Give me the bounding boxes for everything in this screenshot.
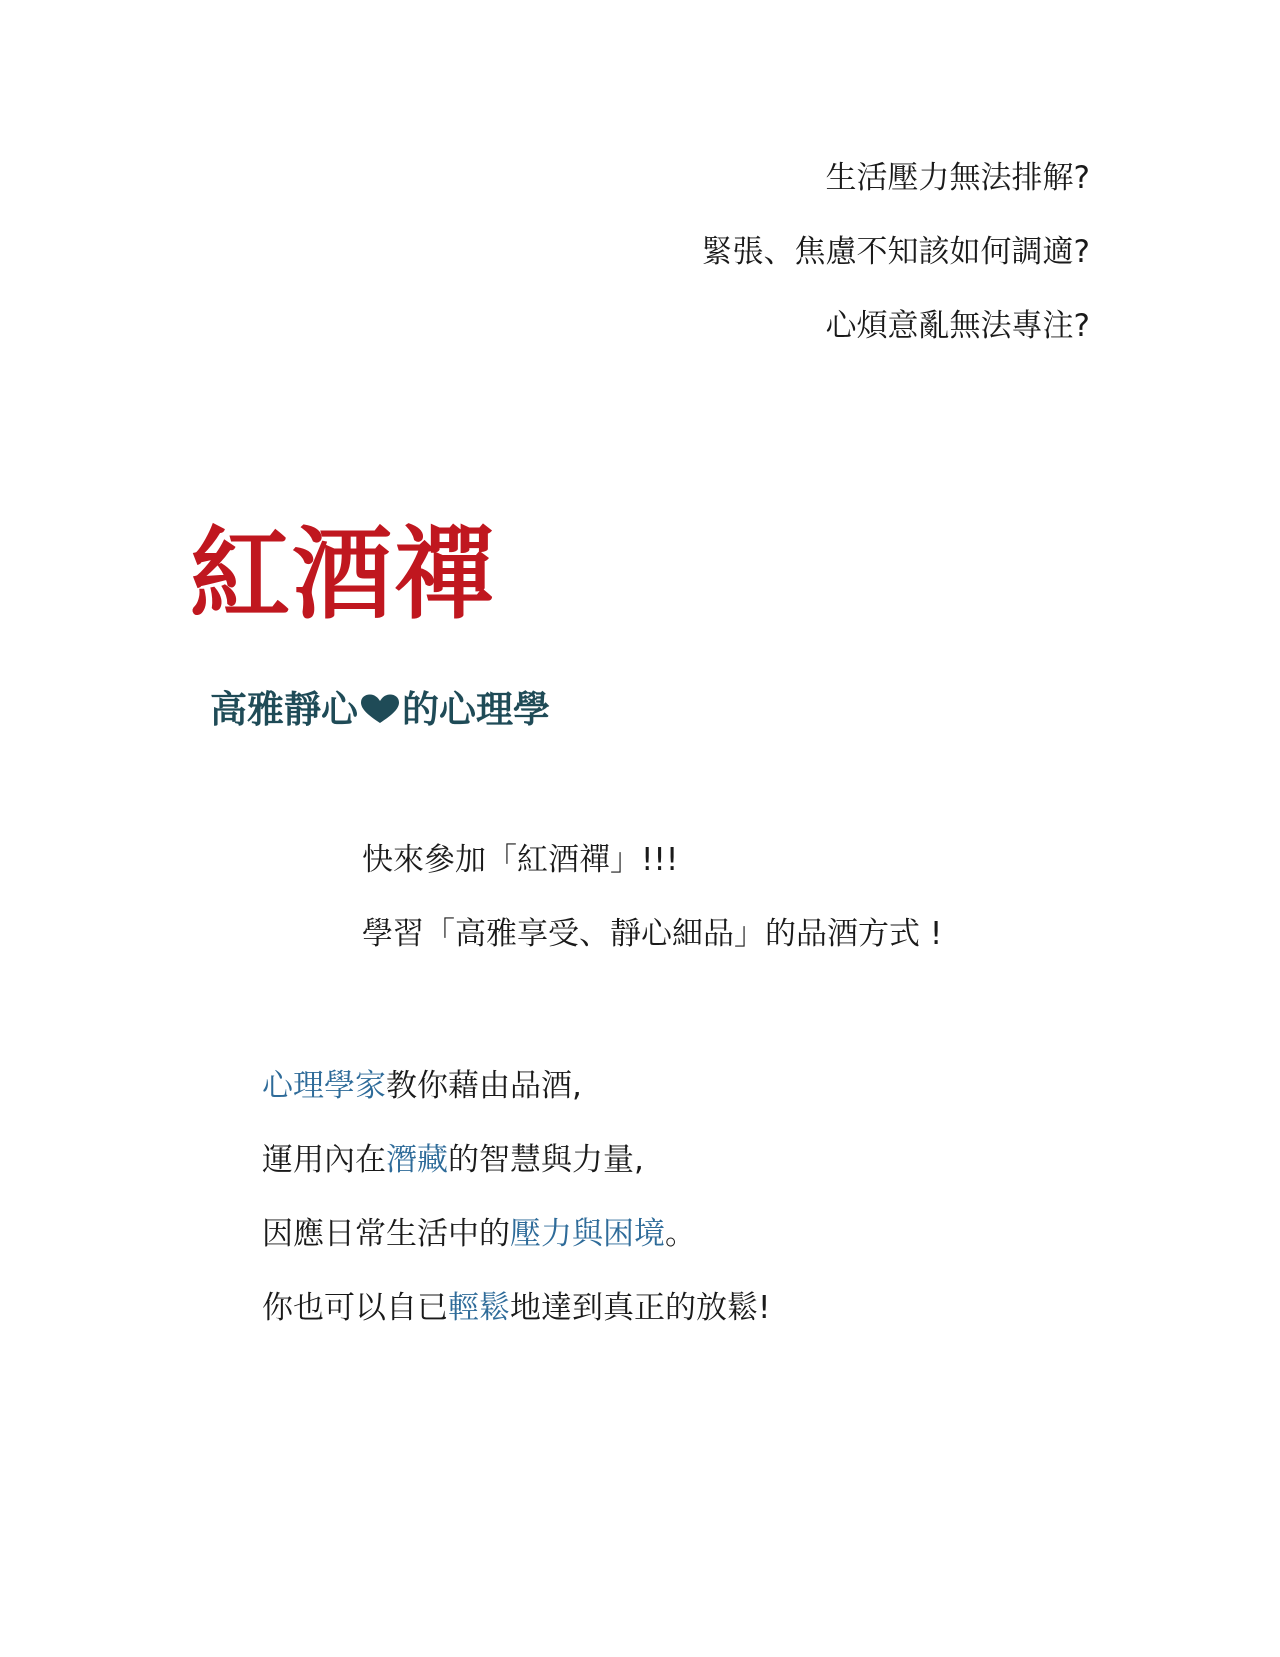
invite-join: 快來參加「紅酒禪」!!!	[362, 842, 679, 878]
invite-block	[362, 842, 942, 990]
highlight-psychologist: 心理學家	[262, 1068, 386, 1104]
heart-icon	[360, 690, 400, 720]
main-title: 紅酒禪	[190, 516, 496, 633]
body-line-4-post: 地達到真正的放鬆!	[510, 1290, 771, 1326]
body-line-1	[262, 1068, 770, 1104]
invite-learn: 學習「高雅享受、靜心細品」的品酒方式 !	[362, 916, 943, 952]
highlight-easy: 輕鬆	[448, 1290, 510, 1326]
question-stress: 生活壓力無法排解?	[825, 160, 1090, 196]
body-line-4	[262, 1290, 770, 1326]
subtitle	[210, 688, 550, 732]
highlight-pressure: 壓力與困境	[510, 1216, 665, 1252]
body-line-3-pre: 因應日常生活中的	[262, 1216, 510, 1252]
body-line-3	[262, 1216, 770, 1252]
body-block	[262, 1068, 770, 1364]
body-line-2-pre: 運用內在	[262, 1142, 386, 1178]
question-focus: 心煩意亂無法專注?	[825, 308, 1090, 344]
body-line-3-post: 。	[665, 1216, 696, 1252]
questions-block	[702, 160, 1090, 382]
body-line-4-pre: 你也可以自已	[262, 1290, 448, 1326]
question-anxiety: 緊張、焦慮不知該如何調適?	[701, 234, 1090, 270]
subtitle-before: 高雅靜心	[210, 688, 358, 731]
subtitle-after: 的心理學	[402, 688, 550, 731]
body-line-2-post: 的智慧與力量,	[448, 1142, 644, 1178]
highlight-hidden: 潛藏	[386, 1142, 448, 1178]
body-line-1-rest: 教你藉由品酒,	[386, 1068, 582, 1104]
body-line-2	[262, 1142, 770, 1178]
